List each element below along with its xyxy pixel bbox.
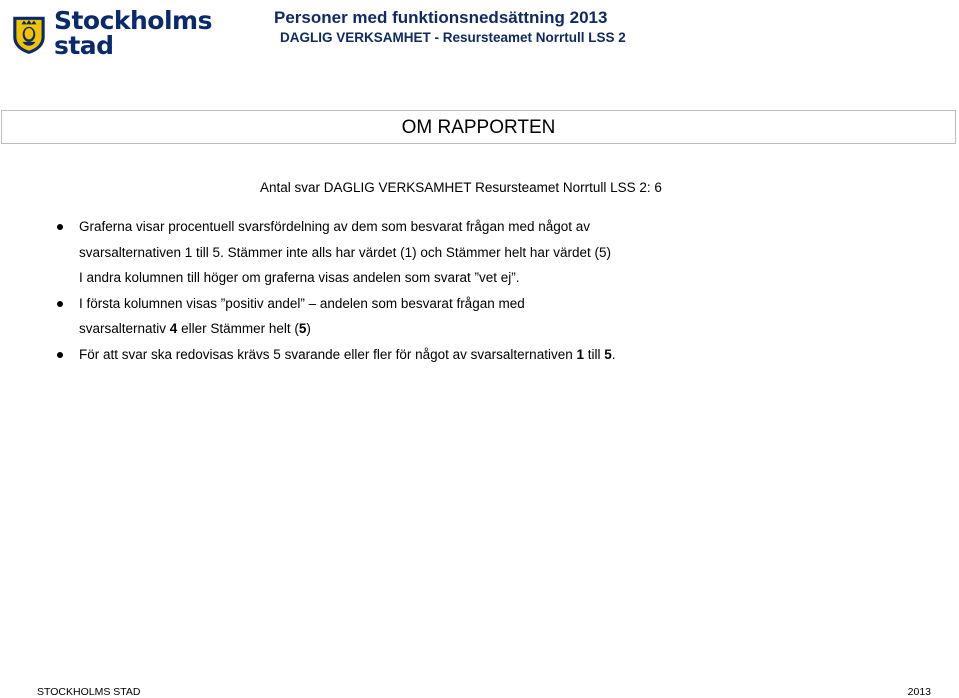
list-item-text: För att svar ska redovisas krävs 5 svarande eller fler för något av svarsalternativen 1 till 5. <box>79 346 616 362</box>
footer-year: 2013 <box>907 686 931 698</box>
logo-line-2: stad <box>53 31 114 60</box>
list-item <box>55 342 715 368</box>
list-item <box>55 214 715 265</box>
section-header-box <box>1 110 956 144</box>
bullet-icon <box>57 301 63 307</box>
crest-icon <box>12 4 46 66</box>
section-title: OM RAPPORTEN <box>401 117 556 138</box>
stockholm-logo <box>12 4 212 68</box>
footer-organization: STOCKHOLMS STAD <box>37 686 141 698</box>
list-item-text: svarsalternativ 4 eller Stämmer helt (5) <box>79 321 311 336</box>
list-item-text: svarsalternativen 1 till 5. Stämmer inte alls har värdet (1) och Stämmer helt har värdet (5) <box>79 244 611 260</box>
list-item <box>55 291 715 342</box>
report-subtitle: DAGLIG VERKSAMHET - Resursteamet Norrtull LSS 2 <box>280 30 626 45</box>
logo-wordmark <box>54 8 212 58</box>
report-title: Personer med funktionsnedsättning 2013 <box>274 8 608 27</box>
bullet-icon <box>57 352 63 358</box>
response-count: Antal svar DAGLIG VERKSAMHET Resursteamet Norrtull LSS 2: 6 <box>260 180 662 195</box>
list-item-text: I första kolumnen visas ”positiv andel” – andelen som besvarat frågan med <box>79 295 525 311</box>
bullet-icon <box>57 224 63 230</box>
info-list <box>55 214 715 367</box>
list-item-text: Graferna visar procentuell svarsfördelning av dem som besvarat frågan med något av <box>79 219 591 234</box>
logo-line-1: Stockholms <box>53 6 212 35</box>
list-item-plain: I andra kolumnen till höger om graferna visas andelen som svarat ”vet ej”. <box>79 270 520 285</box>
